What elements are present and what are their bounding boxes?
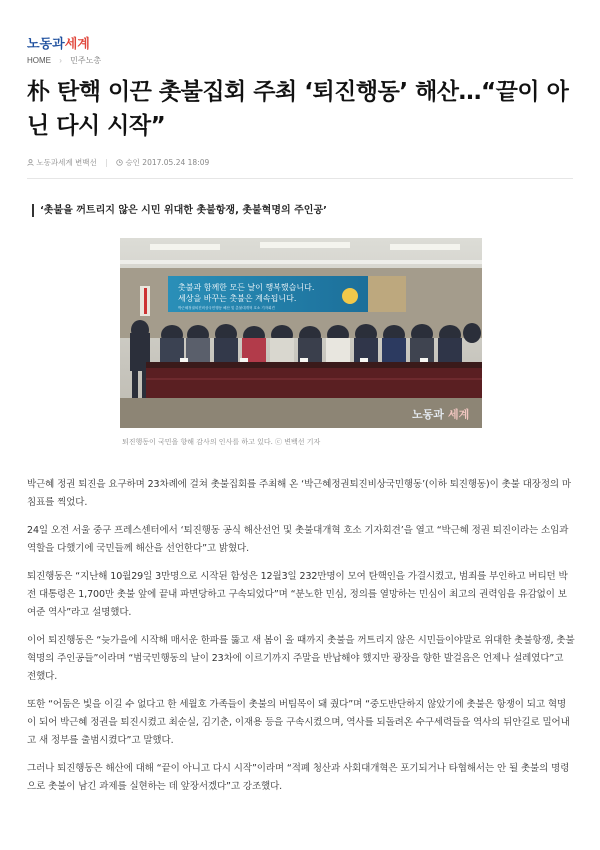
- article-meta: [27, 157, 209, 168]
- header-divider: [27, 178, 573, 179]
- breadcrumb: [27, 55, 101, 66]
- article-subhead: ‘촛불을 꺼트리지 않은 시민 위대한 촛불항쟁, 촛불혁명의 주인공’: [32, 204, 327, 217]
- photo-caption: 퇴진행동이 국민을 향해 감사의 인사를 하고 있다. ⓒ 변백선 기자: [122, 438, 321, 446]
- chevron-right-icon: ›: [59, 56, 62, 65]
- article-paragraph: 24일 오전 서울 중구 프레스센터에서 ‘퇴진행동 공식 해산선언 및 촛불대개혁 호소 기자회견’을 열고 “박근혜 정권 퇴진이라는 소임과 역할을 다했기에 국민들께 해산을 선언한다”고 밝혔다.: [27, 525, 569, 554]
- photo-watermark-a: 노동과: [412, 409, 444, 421]
- banner-text-line3: 박근혜정권퇴진비상국민행동 해산 및 촛불대개혁 호소 기자회견: [178, 306, 275, 310]
- user-icon: [27, 158, 36, 167]
- meta-divider: |: [105, 158, 108, 167]
- article-paragraph: 그러나 퇴진행동은 해산에 대해 “끝이 아니고 다시 시작”이라며 “적폐 청산과 사회대개혁은 포기되거나 타협해서는 안 될 촛불의 명령으로 촛불이 남긴 과제를 실현하는 데 앞장서겠다”고 강조했다.: [27, 763, 570, 792]
- breadcrumb-section[interactable]: 민주노총: [70, 56, 102, 65]
- article-paragraph: 퇴진행동은 “지난해 10월29일 3만명으로 시작된 함성은 12월3일 232만명이 모여 탄핵인을 가결시켰고, 범죄를 부인하고 버티던 박 전 대통령은 1,700만 촛불 앞에 끝내 파면당하고 구속되었다”며 “분노한 민심, 정의를 열망하는 민심이 최고의 권력임을 유감없이 보여준 역사”라고 설명했다.: [27, 571, 568, 618]
- article-paragraph: 박근혜 정권 퇴진을 요구하며 23차례에 걸쳐 촛불집회를 주최해 온 ‘박근혜정권퇴진비상국민행동’(이하 퇴진행동)이 촛불 대장정의 마침표를 찍었다.: [27, 479, 571, 508]
- press-conference-image: [120, 238, 482, 428]
- article-photo: [120, 238, 482, 428]
- breadcrumb-home[interactable]: HOME: [27, 56, 51, 65]
- article-paragraph: 이어 퇴진행동은 “늦가을에 시작해 매서운 한파를 뚫고 새 봄이 올 때까지 촛불을 꺼트리지 않은 시민들이야말로 위대한 촛불항쟁, 촛불혁명의 주인공들”이라며 “범국민행동의 날이 23차에 이르기까지 주말을 반납해야 했지만 광장을 향한 발걸음은 언제나 설레였다”고 전했다.: [27, 635, 575, 682]
- logo-text-b: 세계: [64, 36, 90, 51]
- logo-text-a: 노동과: [27, 36, 65, 51]
- banner-text-line1: 촛불과 함께한 모든 날이 행복했습니다.: [178, 283, 315, 292]
- article-paragraph: 또한 “어둠은 빛을 이길 수 없다고 한 세월호 가족들이 촛불의 버팀목이 돼 줬다”며 “중도반단하지 않았기에 촛불은 항쟁이 되고 혁명이 되어 박근혜 정권을 퇴진시켰고 최순실, 김기춘, 이재용 등을 구속시켰으며, 역사를 되돌려온 수구세력들을 역사의 뒤안길로 밀어내고 새 정부를 출범시켰다”고 말했다.: [27, 699, 570, 746]
- article-title: 朴 탄핵 이끈 촛불집회 주최 ‘퇴진행동’ 해산…“끝이 아닌 다시 시작”: [27, 79, 569, 139]
- photo-watermark-b: 세계: [448, 409, 470, 421]
- site-logo[interactable]: [27, 33, 90, 52]
- banner-text-line2: 세상을 바꾸는 촛불은 계속됩니다.: [178, 294, 297, 303]
- article-date: 승인 2017.05.24 18:09: [125, 158, 210, 167]
- article-author: 노동과세계 변백선: [36, 158, 97, 167]
